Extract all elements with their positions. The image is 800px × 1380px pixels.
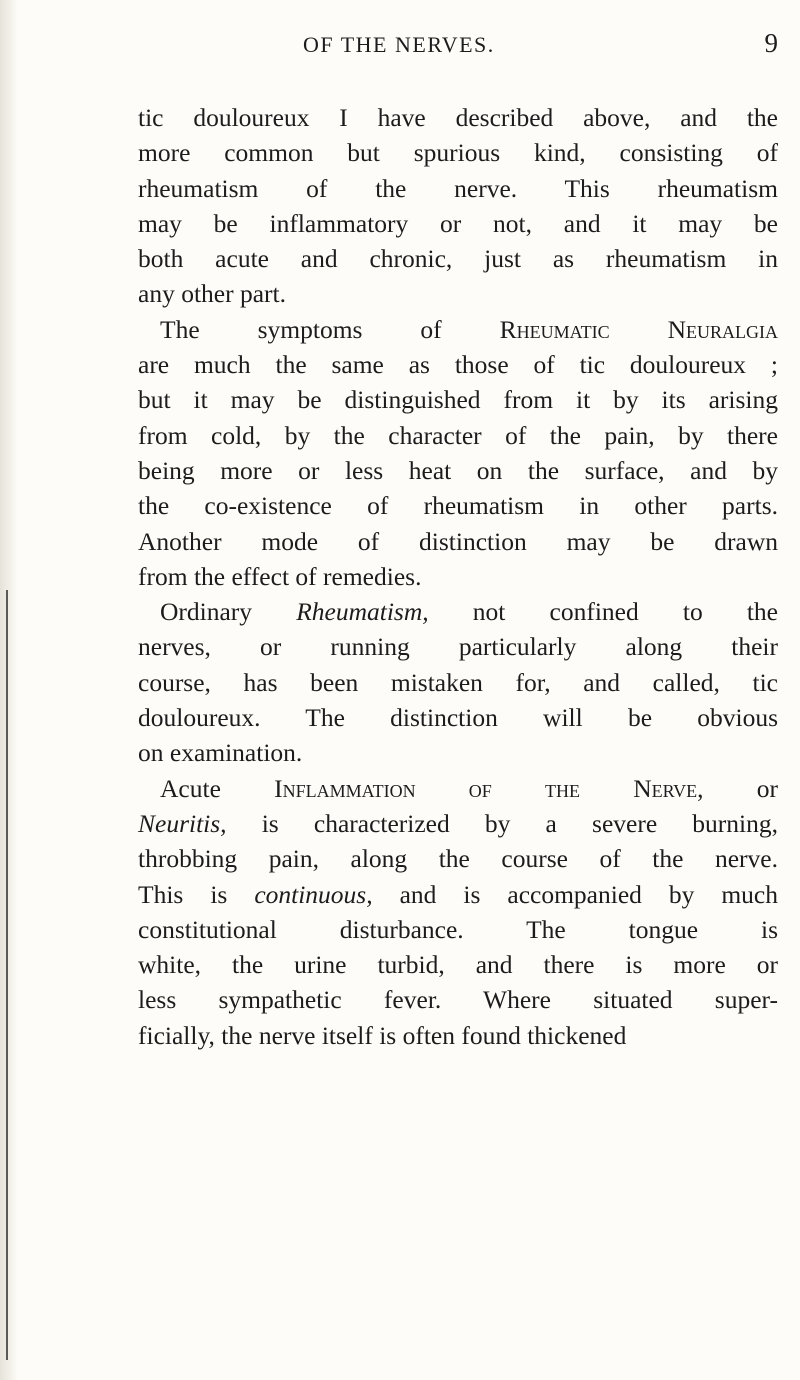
- text-line: white, the urine turbid, and there is more or: [138, 950, 778, 980]
- binding-edge: [6, 590, 8, 1360]
- text-line: both acute and chronic, just as rheumatism in: [138, 244, 778, 274]
- text-line: constitutional disturbance. The tongue is: [138, 914, 778, 944]
- text-line: may be inflammatory or not, and it may be: [138, 208, 778, 238]
- text-line: This is continuous, and is accompanied by much: [138, 879, 778, 909]
- text-line: from cold, by the character of the pain, by there: [138, 420, 778, 450]
- text-line: The symptoms of Rheumatic Neuralgia: [160, 314, 778, 344]
- text-line: are much the same as those of tic douloureux ;: [138, 350, 778, 380]
- term-rheumatic-neuralgia: Rheumatic Neuralgia: [499, 314, 778, 344]
- text-line: Acute Inflammation of the Nerve, or: [160, 773, 778, 803]
- text-line: ficially, the nerve itself is often found thickened: [138, 1020, 627, 1050]
- term-neuritis: Neuritis,: [138, 808, 227, 838]
- running-header: [138, 28, 778, 64]
- term-continuous: continuous,: [254, 879, 373, 909]
- text-line: nerves, or running particularly along their: [138, 632, 778, 662]
- text-line: Ordinary Rheumatism, not confined to the: [160, 597, 778, 627]
- text-line: being more or less heat on the surface, and by: [138, 455, 778, 485]
- text-line: douloureux. The distinction will be obvious: [138, 703, 778, 733]
- page-number: 9: [764, 28, 778, 58]
- term-inflammation-of-the-nerve: Inflammation of the Nerve,: [274, 773, 704, 803]
- text-line: course, has been mistaken for, and called, tic: [138, 667, 778, 697]
- text-line: throbbing pain, along the course of the nerve.: [138, 844, 778, 874]
- text-line: on examination.: [138, 738, 303, 768]
- text-line: tic douloureux I have described above, and the: [138, 103, 778, 132]
- text-line: less sympathetic fever. Where situated super-: [138, 985, 778, 1015]
- text-line: Neuritis, is characterized by a severe burning,: [138, 808, 778, 838]
- text-line: but it may be distinguished from it by its arising: [138, 385, 778, 415]
- text-line: Another mode of distinction may be drawn: [138, 526, 778, 556]
- running-title: OF THE NERVES.: [303, 32, 495, 57]
- text-line: more common but spurious kind, consisting of: [138, 138, 778, 168]
- page-gutter-shadow: [0, 0, 18, 1380]
- text-line: from the effect of remedies.: [138, 561, 422, 591]
- text-line: rheumatism of the nerve. This rheumatism: [138, 173, 778, 203]
- text-line: any other part.: [138, 279, 286, 309]
- text-line: the co-existence of rheumatism in other parts.: [138, 491, 778, 521]
- body-text: [138, 100, 778, 1053]
- term-rheumatism: Rheumatism,: [296, 597, 429, 627]
